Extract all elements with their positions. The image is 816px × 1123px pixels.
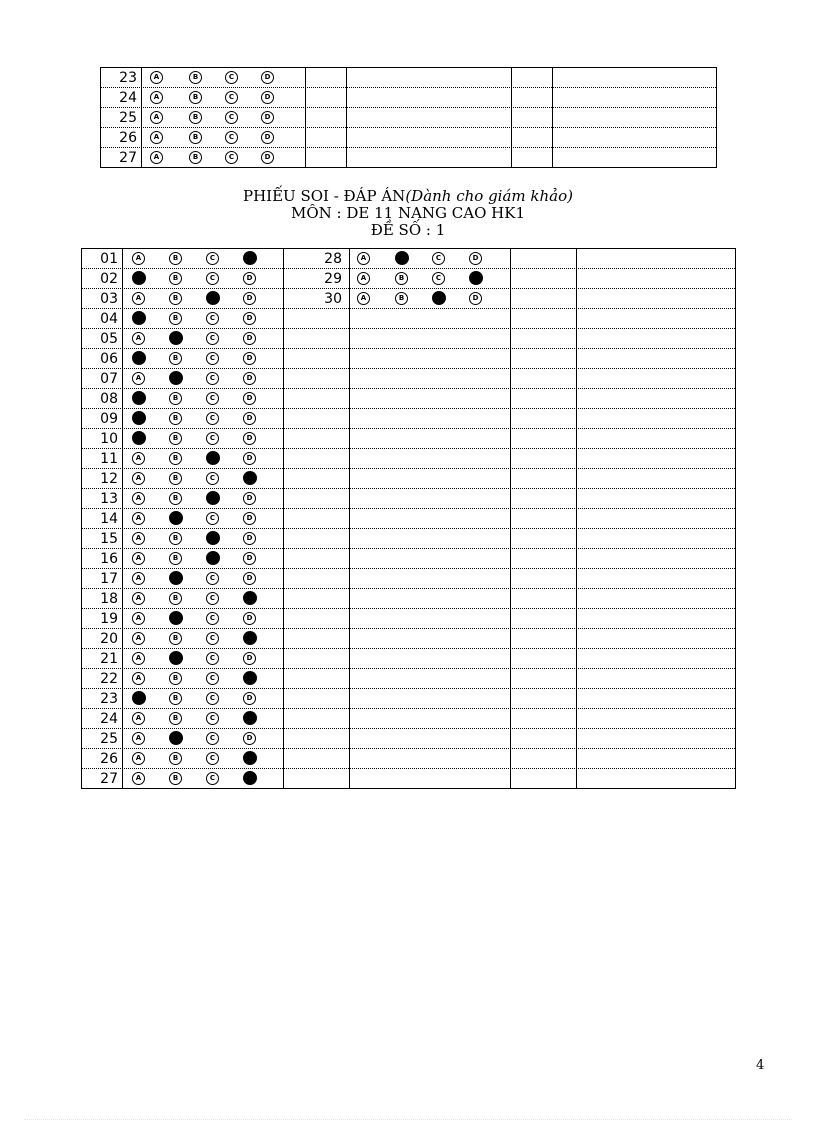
answer-row [82,469,735,489]
answer-row [82,429,735,449]
option-bubble-d-selected [243,771,257,785]
question-number: 25 [100,731,118,747]
option-bubble-c: C [206,772,219,785]
exam-code-line: ĐỀ SỐ : 1 [370,221,446,239]
option-bubble-c: C [225,91,238,104]
question-number: 23 [119,70,137,86]
option-bubble-a-selected [132,311,146,325]
option-bubble-b: B [169,432,182,445]
option-bubble-d-selected [243,471,257,485]
answer-row [82,389,735,409]
option-bubble-c: C [206,432,219,445]
answer-row [82,369,735,389]
option-bubble-d: D [261,151,274,164]
option-bubble-d: D [261,111,274,124]
option-bubble-a: A [150,91,163,104]
question-number: 15 [100,531,118,547]
option-bubble-d: D [243,532,256,545]
option-bubble-c: C [206,632,219,645]
option-bubble-a-selected [132,351,146,365]
option-bubble-d: D [243,272,256,285]
answer-row [82,289,735,309]
option-bubble-a: A [132,612,145,625]
option-bubble-d: D [243,552,256,565]
option-bubble-a: A [132,632,145,645]
answer-row [82,609,735,629]
sheet-title-main: PHIẾU SOI - ĐÁP ÁN [242,187,406,205]
answer-row [82,709,735,729]
option-bubble-d-selected [243,591,257,605]
answer-row [82,249,735,269]
option-bubble-c: C [206,712,219,725]
option-bubble-c: C [206,312,219,325]
option-bubble-b: B [169,632,182,645]
option-bubble-d: D [469,292,482,305]
option-bubble-d: D [243,312,256,325]
question-number: 19 [100,611,118,627]
option-bubble-a: A [132,292,145,305]
option-bubble-a: A [357,272,370,285]
question-number: 12 [100,471,118,487]
option-bubble-b: B [169,472,182,485]
option-bubble-d: D [243,412,256,425]
option-bubble-c: C [206,592,219,605]
question-number: 23 [100,691,118,707]
option-bubble-d: D [243,352,256,365]
answer-row [82,569,735,589]
option-bubble-d: D [243,492,256,505]
question-number: 17 [100,571,118,587]
option-bubble-b: B [189,91,202,104]
option-bubble-d: D [243,292,256,305]
question-number: 01 [100,251,118,267]
option-bubble-b: B [169,252,182,265]
answer-row [82,349,735,369]
question-number: 27 [100,771,118,787]
option-bubble-d: D [243,372,256,385]
question-number: 08 [100,391,118,407]
answer-row [82,529,735,549]
option-bubble-a-selected [132,431,146,445]
option-bubble-a: A [150,111,163,124]
sheet-title-note: (Dành cho giám khảo) [405,187,573,205]
option-bubble-d: D [261,71,274,84]
option-bubble-c: C [225,151,238,164]
answer-row [82,649,735,669]
option-bubble-d: D [243,452,256,465]
option-bubble-d: D [261,91,274,104]
option-bubble-b-selected [169,371,183,385]
option-bubble-c-selected [432,291,446,305]
option-bubble-d: D [243,732,256,745]
option-bubble-d: D [243,612,256,625]
question-number: 05 [100,331,118,347]
option-bubble-c-selected [206,491,220,505]
option-bubble-a: A [132,592,145,605]
option-bubble-c: C [206,752,219,765]
question-number: 14 [100,511,118,527]
question-number: 04 [100,311,118,327]
option-bubble-b: B [189,131,202,144]
option-bubble-b: B [169,412,182,425]
option-bubble-c: C [206,392,219,405]
option-bubble-d: D [243,572,256,585]
option-bubble-b: B [169,492,182,505]
option-bubble-d: D [243,332,256,345]
option-bubble-a: A [150,71,163,84]
option-bubble-a: A [132,452,145,465]
option-bubble-a: A [132,532,145,545]
question-number: 06 [100,351,118,367]
question-number: 24 [100,711,118,727]
option-bubble-b: B [169,272,182,285]
option-bubble-b: B [395,292,408,305]
option-bubble-b: B [395,272,408,285]
option-bubble-b: B [189,111,202,124]
option-bubble-b: B [169,592,182,605]
answer-row [82,549,735,569]
answer-row [82,589,735,609]
option-bubble-a: A [132,512,145,525]
option-bubble-a: A [132,252,145,265]
option-bubble-d-selected [243,671,257,685]
question-number: 21 [100,651,118,667]
option-bubble-a: A [132,752,145,765]
option-bubble-d: D [243,512,256,525]
option-bubble-b-selected [169,651,183,665]
option-bubble-a: A [132,572,145,585]
subject-line: MÔN : DE 11 NANG CAO HK1 [290,204,525,222]
option-bubble-c-selected [206,551,220,565]
option-bubble-d: D [243,692,256,705]
top-answer-table [100,67,717,168]
option-bubble-c: C [206,732,219,745]
answer-row [82,629,735,649]
question-number: 26 [100,751,118,767]
option-bubble-d-selected [243,711,257,725]
option-bubble-b-selected [169,611,183,625]
option-bubble-c: C [206,692,219,705]
option-bubble-a: A [132,772,145,785]
option-bubble-c: C [206,372,219,385]
option-bubble-b: B [169,692,182,705]
question-number: 24 [119,90,137,106]
answer-row [82,489,735,509]
option-bubble-c: C [432,252,445,265]
option-bubble-c: C [206,272,219,285]
option-bubble-a: A [150,131,163,144]
option-bubble-b-selected [169,731,183,745]
footer-rule [24,1119,792,1120]
option-bubble-a: A [132,552,145,565]
option-bubble-c: C [206,412,219,425]
answer-key-table [81,248,736,789]
option-bubble-c: C [206,612,219,625]
option-bubble-c: C [225,71,238,84]
option-bubble-c: C [206,472,219,485]
question-number: 10 [100,431,118,447]
question-number: 09 [100,411,118,427]
option-bubble-a: A [150,151,163,164]
answer-row [82,409,735,429]
option-bubble-d: D [243,432,256,445]
option-bubble-d-selected [243,751,257,765]
option-bubble-a: A [132,652,145,665]
option-bubble-b: B [169,752,182,765]
option-bubble-c: C [206,512,219,525]
option-bubble-a: A [357,292,370,305]
option-bubble-c: C [432,272,445,285]
option-bubble-a: A [132,332,145,345]
answer-row [82,749,735,769]
option-bubble-c-selected [206,531,220,545]
row-separator [101,167,716,168]
question-number: 28 [324,251,342,267]
option-bubble-d: D [261,131,274,144]
answer-row [82,269,735,289]
question-number: 30 [324,291,342,307]
answer-row [82,729,735,749]
answer-row [101,68,716,88]
option-bubble-c: C [225,111,238,124]
question-number: 18 [100,591,118,607]
option-bubble-b: B [169,312,182,325]
option-bubble-c: C [206,652,219,665]
answer-row [82,769,735,789]
option-bubble-b: B [169,292,182,305]
question-number: 16 [100,551,118,567]
option-bubble-c: C [225,131,238,144]
answer-row [82,689,735,709]
question-number: 02 [100,271,118,287]
option-bubble-b: B [189,151,202,164]
answer-row [82,509,735,529]
option-bubble-d: D [469,252,482,265]
answer-row [101,148,716,168]
answer-row [82,669,735,689]
option-bubble-a: A [357,252,370,265]
option-bubble-a: A [132,492,145,505]
option-bubble-b: B [169,452,182,465]
option-bubble-a-selected [132,391,146,405]
question-number: 29 [324,271,342,287]
option-bubble-b: B [169,392,182,405]
question-number: 03 [100,291,118,307]
option-bubble-a-selected [132,411,146,425]
page-number: 4 [756,1058,765,1073]
answer-row [101,88,716,108]
option-bubble-c: C [206,572,219,585]
answer-row [101,128,716,148]
option-bubble-b: B [169,552,182,565]
question-number: 20 [100,631,118,647]
question-number: 13 [100,491,118,507]
option-bubble-d-selected [243,631,257,645]
option-bubble-b-selected [395,251,409,265]
question-number: 22 [100,671,118,687]
option-bubble-b: B [189,71,202,84]
option-bubble-d: D [243,392,256,405]
sheet-title [0,188,816,204]
option-bubble-a: A [132,732,145,745]
option-bubble-b-selected [169,511,183,525]
answer-row [101,108,716,128]
option-bubble-b-selected [169,571,183,585]
answer-row [82,309,735,329]
option-bubble-d: D [243,652,256,665]
option-bubble-a-selected [132,691,146,705]
option-bubble-a: A [132,472,145,485]
option-bubble-a: A [132,672,145,685]
question-number: 26 [119,130,137,146]
option-bubble-c: C [206,352,219,365]
question-number: 11 [100,451,118,467]
option-bubble-b: B [169,772,182,785]
option-bubble-b: B [169,352,182,365]
answer-row [82,449,735,469]
answer-row [82,329,735,349]
option-bubble-c: C [206,252,219,265]
option-bubble-b: B [169,532,182,545]
option-bubble-a: A [132,372,145,385]
option-bubble-a: A [132,712,145,725]
question-number: 27 [119,150,137,166]
question-number: 25 [119,110,137,126]
option-bubble-b: B [169,672,182,685]
option-bubble-d-selected [469,271,483,285]
option-bubble-c-selected [206,451,220,465]
option-bubble-b-selected [169,331,183,345]
option-bubble-c: C [206,332,219,345]
option-bubble-c: C [206,672,219,685]
question-number: 07 [100,371,118,387]
option-bubble-b: B [169,712,182,725]
